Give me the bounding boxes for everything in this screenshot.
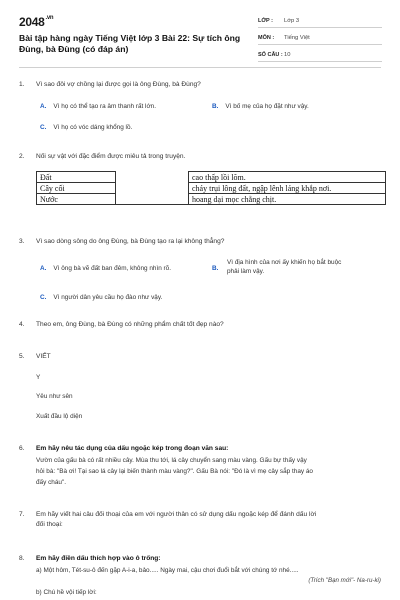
gap-cell <box>116 172 189 183</box>
worksheet-page: $2048^{.vn}$ Bài tập hàng ngày Tiếng Việt lớp 3 Bài 22: Sự tích ông Đùng, bà Đùng (có đáp án) LỚP : Lớp 3 MÔN : Tiếng Việt SỐ CÂU : 10 1. Vì sao đôi vợ chồng lại được gọi là ông Đùng, bà Đùng? A. Vì họ có thể tạo ra âm thanh rất lớn. B. Vì bố mẹ của họ đặt như vậy. C. Vì họ có vóc dáng khổng lồ. 2. Nối sự vật với đặc điểm được miêu tả trong truyện. Đất cao thấp lồi lõm. Cây cối cháy trụi lông đất, ngập lênh láng khắp nơi. Nước hoang dại mọc chằng chịt. 3. Vì sao dòng sông do ông Đùng, bà Đùng tạo ra lại không thẳng? A. Vì ông bà vẽ đất ban đêm, không nhìn rõ. B. Vì địa hình của nơi ấy khiến họ bắt buộc phải làm vậy. C. Vì người dân yêu cầu họ đào như vậy. 4. Theo em, ông Đùng, bà Đùng có những phẩm chất tốt đẹp nào? 5. VIẾT Y Yêu như sên Xuất đầu lộ diện 6. Em hãy nêu tác dụng của dấu ngoặc kép trong đoạn văn sau: Vườn của gấu bà có rất nhiều cây. Mùa thu tới, lá cây chuyển sang màu vàng. Gấu bự thấy vậy hỏi bà: "Bà ơi! Tại sao lá cây lại biến thành màu vàng?". Gấu Bà nói: "Đó là vì mẹ cây sắp thay áo đấy cháu". 7. Em hãy viết hai câu đối thoại của em với người thân có sử dụng dấu ngoặc kép để đánh dấu lời đối thoại: 8. Em hãy điền dấu thích hợp vào ô trống: a) Một hôm, Tét-su-ô đến gặp A-i-a, bảo..... Ngày mai, cậu chơi đuổi bắt với chúng tớ nhé..... (Trích "Bạn mới"- Na-ru-ki) b) Chú hề vội tiếp lời: <box>0 0 400 600</box>
meta-subject: MÔN : Tiếng Việt <box>258 32 382 45</box>
right-cell: hoang dại mọc chằng chịt. <box>189 194 386 205</box>
worksheet-title: Bài tập hàng ngày Tiếng Việt lớp 3 Bài 22: Sự tích ông Đùng, bà Đùng (có đáp án) <box>19 33 241 54</box>
header-divider <box>19 67 381 68</box>
q3-option-b-letter[interactable]: B. <box>212 265 219 272</box>
gap-cell <box>116 183 189 194</box>
q1-option-b[interactable]: B. Vì bố mẹ của họ đặt như vậy. <box>212 103 309 110</box>
q1-option-a[interactable]: A. Vì họ có thể tạo ra âm thanh rất lớn. <box>40 103 156 110</box>
right-cell: cao thấp lồi lõm. <box>189 172 386 183</box>
q8-quote: (Trích "Bạn mới"- Na-ru-ki) <box>308 577 381 584</box>
meta-grade: LỚP : Lớp 3 <box>258 15 382 28</box>
site-logo[interactable]: $2048^{.vn}$ <box>19 15 54 29</box>
table-row <box>37 194 386 205</box>
q6-paragraph-1: Vườn của gấu bà có rất nhiều cây. Mùa thu tới, lá cây chuyển sang màu vàng. Gấu bự thấy vậy <box>36 457 307 464</box>
table-row <box>37 183 386 194</box>
q8-part-b: b) Chú hề vội tiếp lời: <box>36 589 97 596</box>
matching-table <box>36 171 386 205</box>
meta-box <box>258 15 382 66</box>
meta-question-count: SỐ CÂU : 10 <box>258 49 382 62</box>
q5-line-2: Yêu như sên <box>36 393 73 400</box>
gap-cell <box>116 194 189 205</box>
right-cell: cháy trụi lông đất, ngập lênh láng khắp nơi. <box>189 183 386 194</box>
left-cell: Nước <box>37 194 116 205</box>
table-row <box>37 172 386 183</box>
q5-line-3: Xuất đầu lộ diện <box>36 413 83 420</box>
left-cell: Đất <box>37 172 116 183</box>
q6-paragraph-2: hỏi bà: "Bà ơi! Tại sao lá cây lại biến thành màu vàng?". Gấu Bà nói: "Đó là vì mẹ cây sắp thay áo <box>36 468 313 475</box>
left-cell: Cây cối <box>37 183 116 194</box>
q3-option-a[interactable]: A. Vì ông bà vẽ đất ban đêm, không nhìn rõ. <box>40 265 172 272</box>
q3-option-c[interactable]: C. Vì người dân yêu cầu họ đào như vậy. <box>40 294 163 301</box>
q3-option-b[interactable]: Vì địa hình của nơi ấy khiến họ bắt buộc phải làm vậy. <box>227 259 342 275</box>
q1-option-c[interactable]: C. Vì họ có vóc dáng khổng lồ. <box>40 124 133 131</box>
q6-paragraph-3: đấy cháu". <box>36 479 66 486</box>
q5-line-1: Y <box>36 374 41 381</box>
q8-part-a: a) Một hôm, Tét-su-ô đến gặp A-i-a, bảo..... Ngày mai, cậu chơi đuổi bắt với chúng tớ nhé..... <box>36 567 299 574</box>
